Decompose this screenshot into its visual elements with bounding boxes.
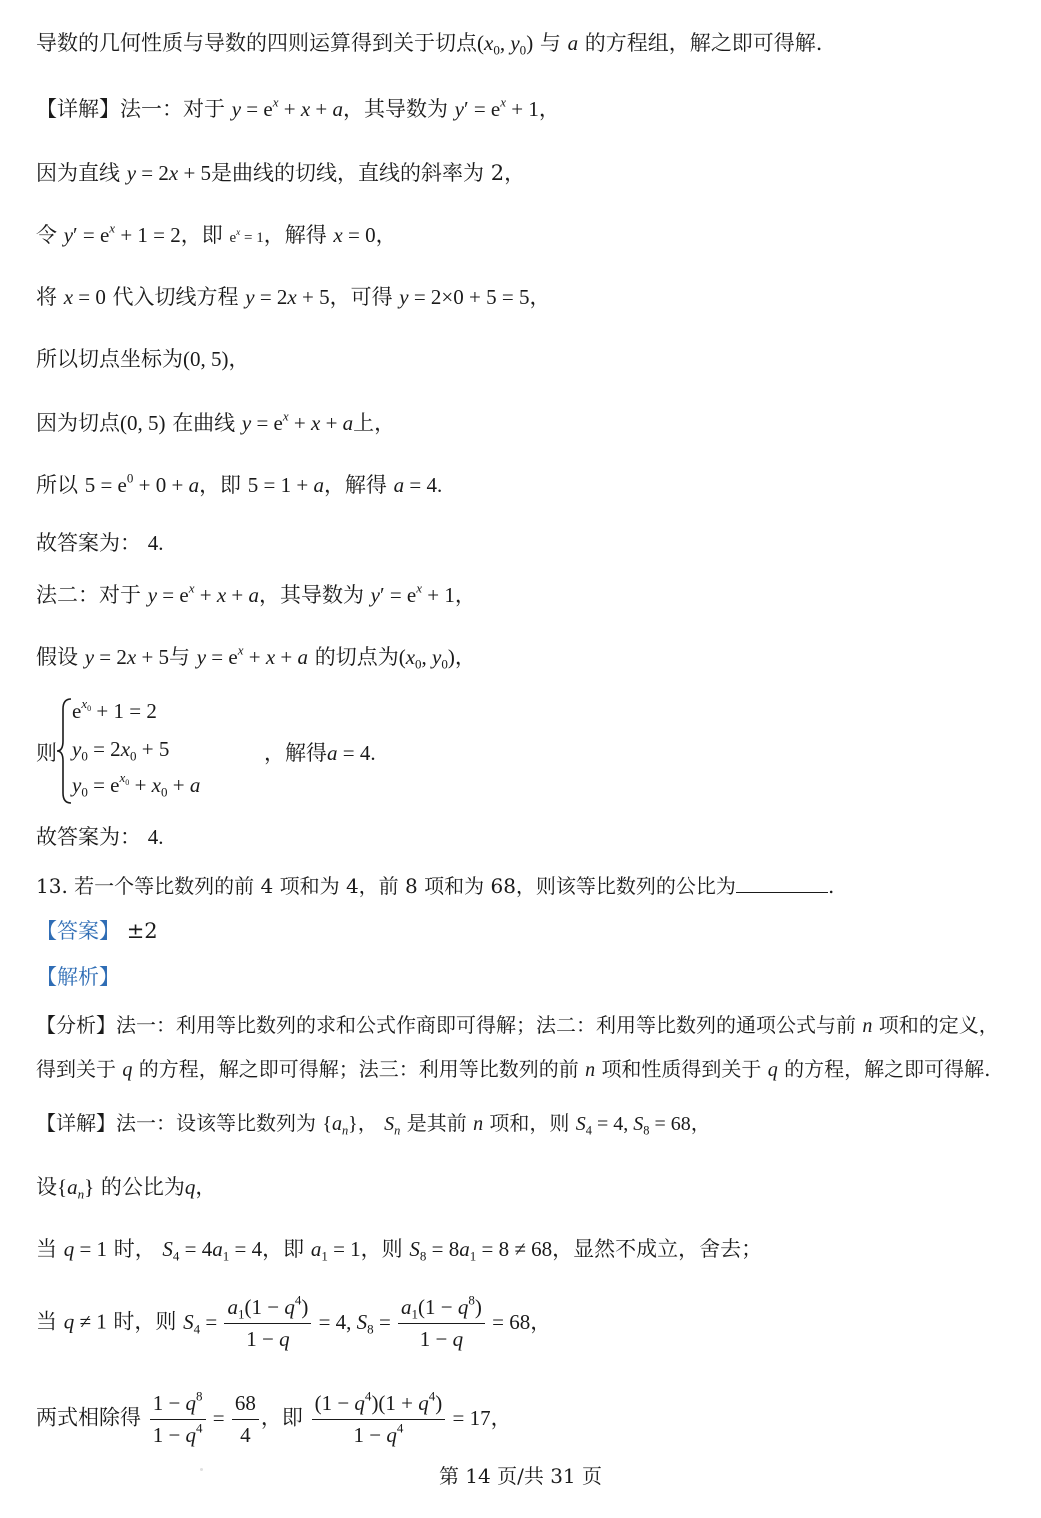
math: $S_8 = 8a_1 = 8 \ne 68$ [409,1237,553,1264]
math: (0, 5)， [183,347,250,371]
math: (0, 5) [120,411,166,435]
math: q = 1 [63,1237,108,1261]
math: a = 4. [393,473,443,497]
fraction: $\frac{a_1(1 - q^4)}{1 - q}$ [224,1294,311,1354]
text-line: 所以切点坐标为(0, 5)， [36,347,250,371]
math: $y' = e^x + 1 = 2$ [63,220,181,247]
math: $a_1 = 1$ [310,1237,361,1264]
text-line: 假设 y = 2x + 5与 $y = e^x + x + a$ 的切点为($x_0$, $y_0$)， [36,642,476,672]
math: $S_n$ [384,1113,401,1138]
analysis-header: 【解析】 [36,965,120,989]
math: ($x_0$, $y_0$) [477,31,534,58]
math: y = 2x + 5 [245,285,330,309]
math: q ≠ 1 [63,1309,107,1334]
question-13: 13. 若一个等比数列的前 4 项和为 4，前 8 项和为 68，则该等比数列的公比为 . [36,874,835,898]
text-line: 将 x = 0 代入切线方程 y = 2x + 5，可得 y = 2×0 + 5 = 5， [36,285,551,309]
math: x = 0， [333,223,397,247]
text-line: 【详解】法一：设该等比数列为 $\{a_n\}$， $S_n$ 是其前 n 项和，则 $S_4 = 4$, $S_8 = 68$， [36,1111,711,1138]
equation: $y_0 = e^{x_0} + x_0 + a$ [72,770,201,800]
text-line: 因为切点(0, 5) 在曲线 $y = e^x + x + a$上， [36,408,396,435]
math: x = 0 [63,285,106,309]
text-line: 【详解】法一：对于 $y = e^x + x + a$，其导数为 $y' = e^x + 1$， [36,94,560,121]
math: y = 2x + 5 [84,645,170,669]
text-line: 法二：对于 $y = e^x + x + a$，其导数为 $y' = e^x + 1$， [36,580,476,607]
math: y = 2x + 5 [126,161,212,185]
math: $S_4 = 4$, $S_8 = 68$， [575,1113,711,1138]
text-line: 导数的几何性质与导数的四则运算得到关于切点($x_0$, $y_0$) 与 a 的方程组，解之即可得解. [36,31,823,58]
equation: $e^{x_0} + 1 = 2$ [72,696,157,723]
equation-system: 则 $e^{x_0} + 1 = 2$ $y_0 = 2x_0 + 5$ $y_0 = e^{x_0} + x_0 + a$ ，解得a = 4. [36,697,536,805]
answer-value: ±2 [126,919,158,943]
math: $S_4$ = $\frac{a_1(1 - q^4)}{1 - q}$ = 4, $S_8$ = $\frac{a_1(1 - q^8)}{1 - q}$ = 68， [183,1310,551,1334]
math: $5 = e^0 + 0 + a$ [84,470,200,497]
text-line: 故答案为： 4. [36,531,164,555]
answer-line [36,918,158,945]
fraction: $\frac{a_1(1 - q^8)}{1 - q}$ [398,1294,485,1354]
text-line: 所以 $5 = e^0 + 0 + a$，即 5 = 1 + a，解得 a = 4. [36,470,443,497]
text-line: 令 $y' = e^x + 1 = 2$，即 $e^x = 1$，解得 x = 0， [36,220,397,247]
page-footer: 第 14 页/共 31 页 [438,1464,603,1488]
answer-blank [736,872,828,893]
math: $\{a_n\}$ [57,1175,95,1202]
math: $\{a_n\}$， [322,1113,378,1138]
math: $y = e^x + x + a$ [241,408,354,435]
math: $S_4 = 4a_1 = 4$ [162,1237,263,1264]
text-line: 当 q = 1 时， $S_4 = 4a_1 = 4$，即 $a_1 = 1$，则 $S_8 = 8a_1 = 8 \ne 68$，显然不成立，舍去； [36,1237,763,1264]
math: 5 = 1 + a [247,473,324,497]
math: $y' = e^x + 1$， [370,580,476,607]
text-line: 两式相除得 $\frac{1 - q^8}{1 - q^4}$ = $\frac{68}{4}$ ，即 $\frac{(1 - q^4)(1 + q^4)}{1 - q^4}$ = 17， [36,1390,512,1450]
text-line: 设$\{a_n\}$ 的公比为q， [36,1175,217,1202]
math: $e^x = 1$ [229,228,264,246]
math: $y' = e^x + 1$， [454,94,560,121]
text-line: 得到关于 q 的方程，解之即可得解；法三：利用等比数列的前 n 项和性质得到关于 q 的方程，解之即可得解. [36,1057,991,1081]
text-line: 【分析】法一：利用等比数列的求和公式作商即可得解；法二：利用等比数列的通项公式与前 n 项和的定义， [36,1013,999,1037]
math: $\frac{1 - q^8}{1 - q^4}$ = $\frac{68}{4}$ [148,1406,261,1430]
math: $\frac{(1 - q^4)(1 + q^4)}{1 - q^4}$ = 17， [310,1406,512,1430]
math: y = 2×0 + 5 = 5， [399,285,551,309]
text-line: 当 q ≠ 1 时，则 $S_4$ = $\frac{a_1(1 - q^4)}{1 - q}$ = 4, $S_8$ = $\frac{a_1(1 - q^8)}{1 - q}$ = 68， [36,1294,551,1354]
math: $y = e^x + x + a$ [196,642,309,669]
text-line: 因为直线 y = 2x + 5是曲线的切线，直线的斜率为 2， [36,161,526,185]
fraction: $\frac{(1 - q^4)(1 + q^4)}{1 - q^4}$ [312,1390,446,1450]
math: $y = e^x + x + a$ [231,94,343,121]
fraction: $\frac{68}{4}$ [232,1390,259,1450]
math: ($x_0$, $y_0$)， [398,645,476,672]
text-line: 故答案为： 4. [36,825,164,849]
fraction: $\frac{1 - q^8}{1 - q^4}$ [150,1390,206,1450]
detail-label: 【详解】 [36,97,120,121]
math: $y = e^x + x + a$ [147,580,259,607]
answer-label: 【答案】 [36,919,120,943]
equation: $y_0 = 2x_0 + 5$ [72,737,170,764]
